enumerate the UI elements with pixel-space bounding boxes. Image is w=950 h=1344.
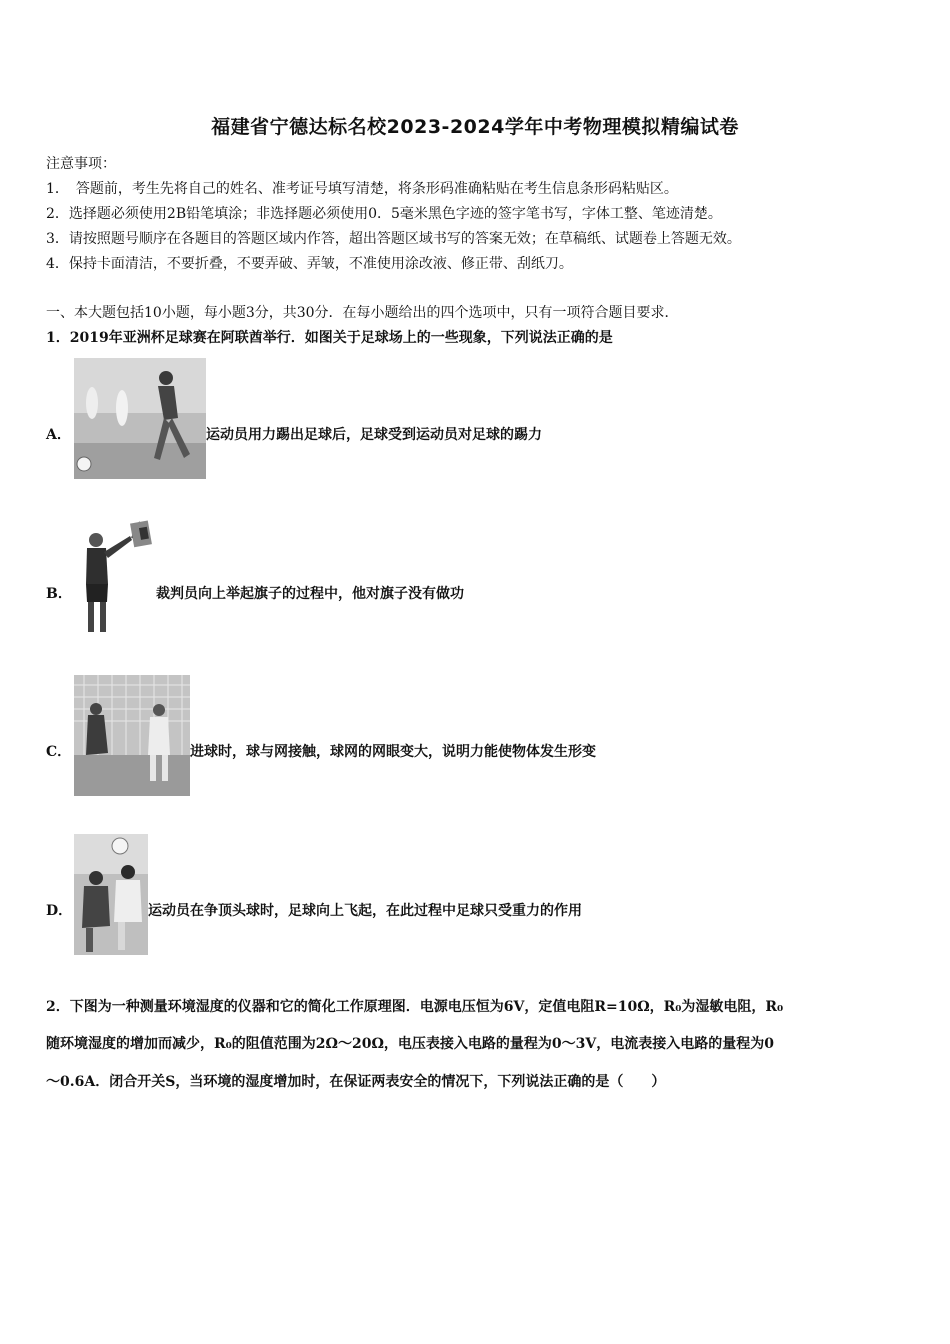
option-d-label: D． xyxy=(46,903,73,919)
question-2-line: 随环境湿度的增加而减少，R₀的阻值范围为2Ω～20Ω，电压表接入电路的量程为0～3V，电流表接入电路的量程为0 xyxy=(46,1036,774,1052)
section-heading: 一、本大题包括10小题，每小题3分，共30分．在每小题给出的四个选项中，只有一项符合题目要求． xyxy=(46,305,679,321)
header-photo xyxy=(74,834,148,955)
question-2-line: ～0.6A．闭合开关S，当环境的湿度增加时，在保证两表安全的情况下，下列说法正确的是（ ） xyxy=(46,1074,666,1090)
option-b-label: B． xyxy=(46,586,72,602)
notice-item: 3．请按照题号顺序在各题目的答题区域内作答，超出答题区域书写的答案无效；在草稿纸、试题卷上答题无效。 xyxy=(46,231,741,247)
notice-item: 1． 答题前，考生先将自己的姓名、准考证号填写清楚，将条形码准确粘贴在考生信息条形码粘贴区。 xyxy=(46,181,678,197)
referee-flag-photo xyxy=(74,516,156,638)
option-d-text: 运动员在争顶头球时，足球向上飞起，在此过程中足球只受重力的作用 xyxy=(148,903,582,919)
notice-item: 2．选择题必须使用2B铅笔填涂；非选择题必须使用0．5毫米黑色字迹的签字笔书写，字体工整、笔迹清楚。 xyxy=(46,206,722,222)
goal-net-photo xyxy=(74,675,190,796)
notice-item: 4．保持卡面清洁，不要折叠，不要弄破、弄皱，不准使用涂改液、修正带、刮纸刀。 xyxy=(46,256,573,272)
notice-heading: 注意事项： xyxy=(46,156,116,172)
football-kick-photo xyxy=(74,358,206,479)
question-2-line: 2．下图为一种测量环境湿度的仪器和它的简化工作原理图．电源电压恒为6V，定值电阻R=10Ω，R₀为湿敏电阻，R₀ xyxy=(46,999,784,1015)
option-c-label: C． xyxy=(46,744,72,760)
option-b-text: 裁判员向上举起旗子的过程中，他对旗子没有做功 xyxy=(156,586,464,602)
option-a-label: A． xyxy=(46,427,71,443)
option-c-text: 进球时，球与网接触，球网的网眼变大，说明力能使物体发生形变 xyxy=(190,744,596,760)
page-title: 福建省宁德达标名校2023-2024学年中考物理模拟精编试卷 xyxy=(211,116,739,138)
question-1-stem: 1．2019年亚洲杯足球赛在阿联酋举行．如图关于足球场上的一些现象，下列说法正确的是 xyxy=(46,330,613,346)
option-a-text: 运动员用力踢出足球后，足球受到运动员对足球的踢力 xyxy=(206,427,542,443)
